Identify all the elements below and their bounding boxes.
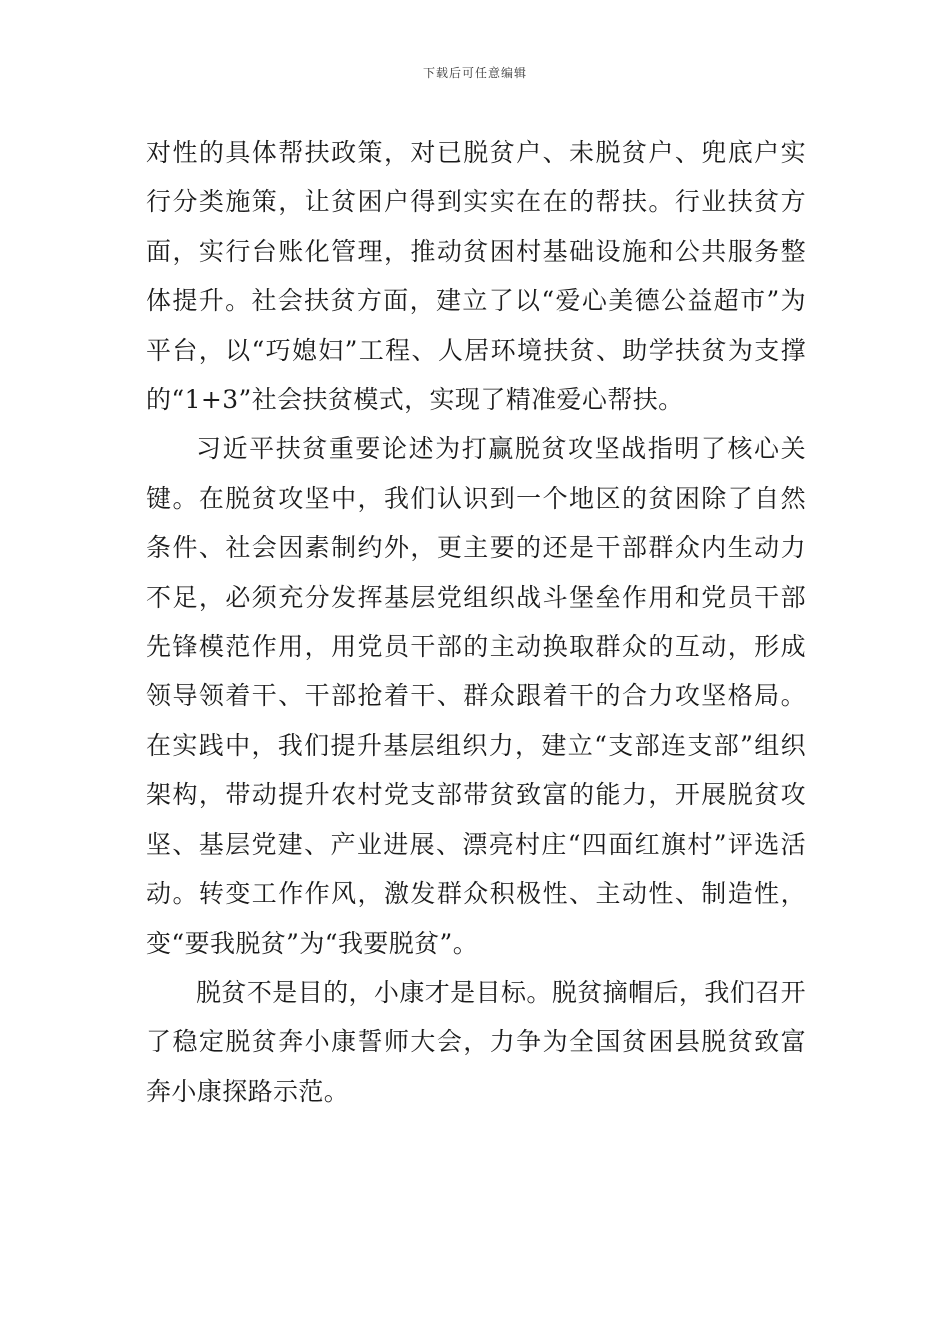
paragraph-2: 习近平扶贫重要论述为打赢脱贫攻坚战指明了核心关键。在脱贫攻坚中，我们认识到一个地区的贫困除了自然条件、社会因素制约外，更主要的还是干部群众内生动力不足，必须充分发挥基层党组织战斗堡垒作用和党员干部先锋模范作用，用党员干部的主动换取群众的互动，形成领导领着干、干部抢着干、群众跟着干的合力攻坚格局。在实践中，我们提升基层组织力，建立“支部连支部”组织架构，带动提升农村党支部带贫致富的能力，开展脱贫攻坚、基层党建、产业进展、漂亮村庄“四面红旗村”评选活动。转变工作作风，激发群众积极性、主动性、制造性，变“要我脱贫”为“我要脱贫”。	[146, 434, 806, 958]
paragraph-3: 脱贫不是目的，小康才是目标。脱贫摘帽后，我们召开了稳定脱贫奔小康誓师大会，力争为全国贫困县脱贫致富奔小康探路示范。	[146, 977, 806, 1106]
paragraph-1: 对性的具体帮扶政策，对已脱贫户、未脱贫户、兜底户实行分类施策，让贫困户得到实实在在的帮扶。行业扶贫方面，实行台账化管理，推动贫困村基础设施和公共服务整体提升。社会扶贫方面，建立了以“爱心美德公益超市”为平台，以“巧媳妇”工程、人居环境扶贫、助学扶贫为支撑的“1+3”社会扶贫模式，实现了精准爱心帮扶。	[146, 138, 806, 415]
page-header: 下载后可任意编辑	[422, 66, 527, 80]
document-body	[146, 128, 806, 1116]
